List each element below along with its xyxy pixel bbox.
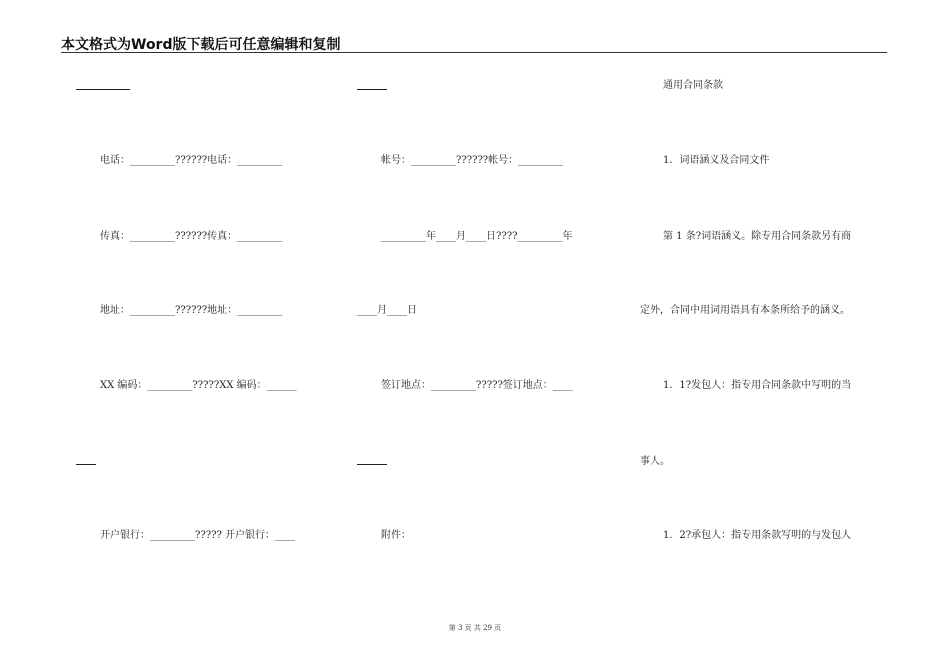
middle-date-line-1: _________年____月____日????_________年 [381, 231, 573, 242]
middle-attachment-line: 附件： [381, 530, 411, 541]
right-item-3: 定外，合同中用词用语具有本条所给予的涵义。 [640, 305, 850, 316]
middle-top-blank [357, 89, 387, 90]
right-item-2: 第 1 条?词语涵义。除专用合同条款另有商 [663, 231, 852, 242]
right-item-1: 1．词语涵义及合同文件 [663, 155, 770, 166]
left-postcode-line: XX 编码：_________?????XX 编码：______ [100, 380, 297, 391]
middle-account-line: 帐号：_________??????帐号：_________ [381, 155, 564, 166]
left-address-line: 地址：_________??????地址：_________ [100, 305, 283, 316]
left-mid-blank [76, 464, 96, 465]
right-item-4: 1．1?发包人：指专用合同条款中写明的当 [663, 380, 852, 391]
header-rule [61, 52, 887, 53]
page-footer: 第 3 页 共 29 页 [448, 624, 502, 632]
right-item-5: 事人。 [640, 456, 670, 467]
left-bank-line: 开户银行：_________????? 开户银行：____ [100, 530, 295, 541]
left-fax-line: 传真：_________??????传真：_________ [100, 231, 283, 242]
right-item-6: 1．2?承包人：指专用条款写明的与发包人 [663, 530, 852, 541]
left-top-blank [76, 89, 130, 90]
middle-date-line-2: ____月____日 [357, 305, 417, 316]
right-heading: 通用合同条款 [663, 80, 723, 91]
middle-sign-place-line: 签订地点：_________?????签订地点：____ [381, 380, 573, 391]
middle-mid-blank [357, 464, 387, 465]
left-phone-line: 电话：_________??????电话：_________ [100, 155, 283, 166]
header-title: 本文格式为Word版下载后可任意编辑和复制 [61, 37, 341, 53]
